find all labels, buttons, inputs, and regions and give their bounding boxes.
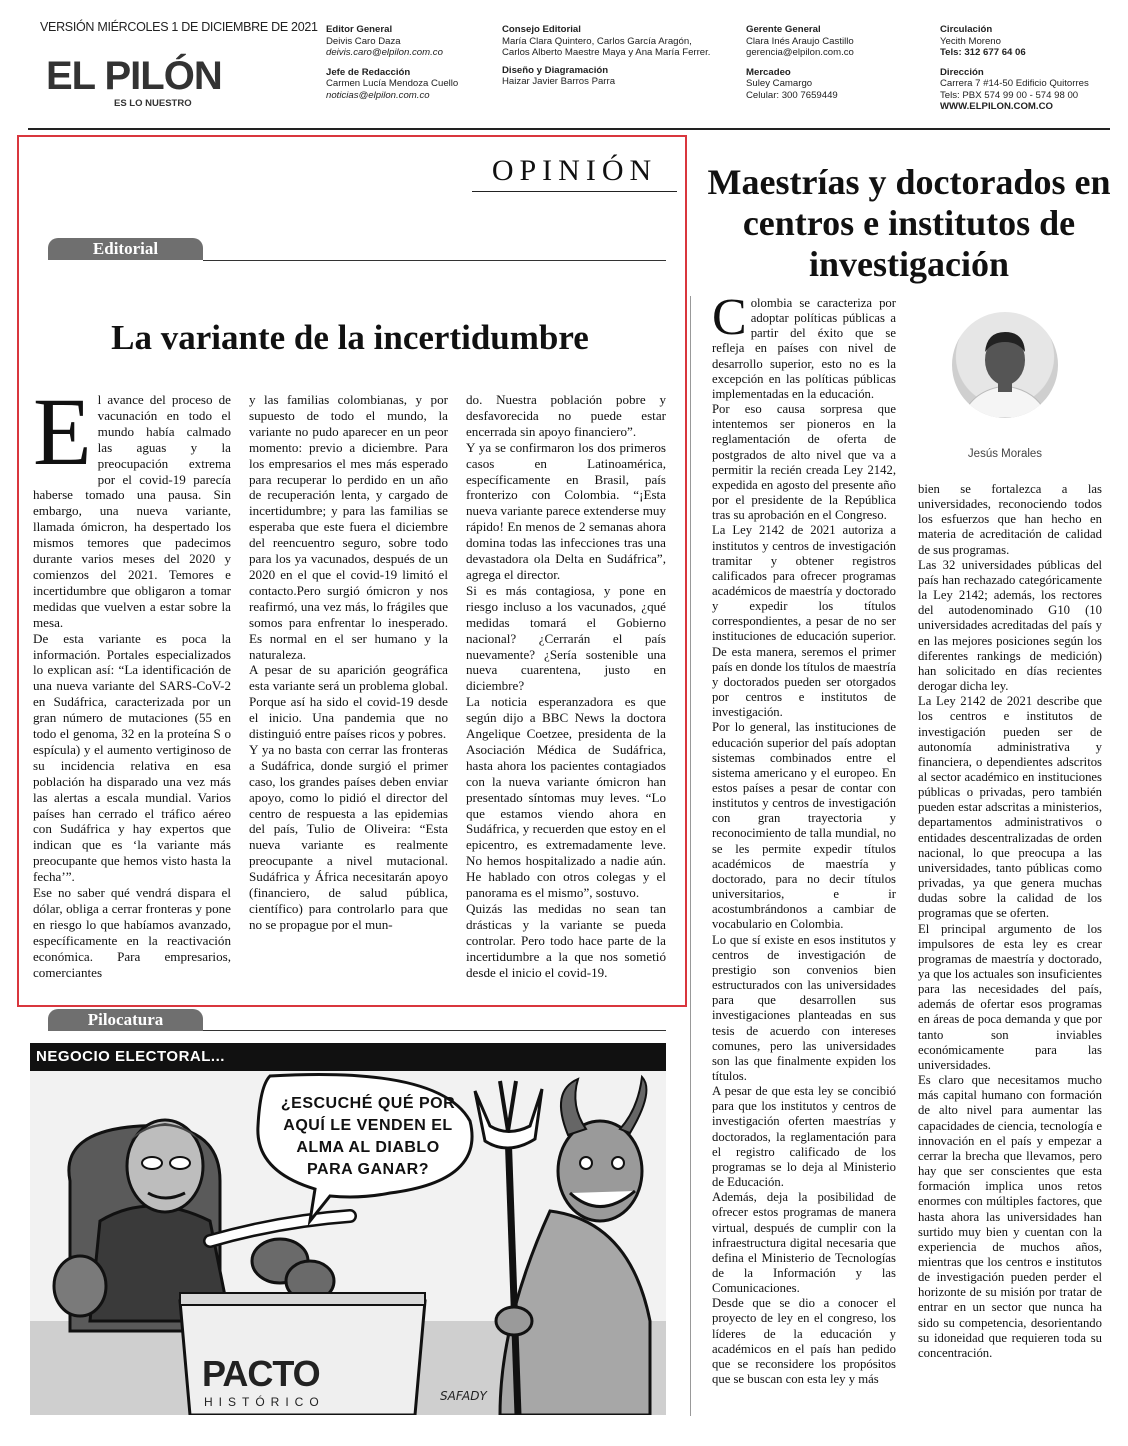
editorial-column-3 (466, 392, 666, 981)
staff-name: María Clara Quintero, Carlos García Aragón, Carlos Alberto Maestre Maya y Ana María Ferrer. (502, 35, 711, 58)
article-paragraph: Además, deja la posibilidad de ofrecer estos programas de manera virtual, después de cumplir con la infraestructura digital necesaria que defina el Ministerio de Tecnologías de la Información y las Comunicaciones. (712, 1190, 896, 1296)
website-link[interactable]: WWW.ELPILON.COM.CO (940, 101, 1053, 112)
political-cartoon[interactable] (30, 1071, 666, 1415)
staff-phone: Tels: 312 677 64 06 (940, 47, 1026, 58)
speech-bubble-text (268, 1093, 468, 1181)
bubble-line: ¿ESCUCHÉ QUÉ POR (280, 1095, 456, 1112)
article-paragraph: La Ley 2142 de 2021 describe que los centros e institutos de investigación pueden ser de autonomía administrativa y financiera, o dependientes adscritos al sector académico en instituciones públicas o privadas, pero también pueden estar adscritas a ministerios, departamentos administrativos o entidades descentralizadas de orden nacional, lo que preocupa a las universidades, tanto públicas como privadas, ya que genera muchas dudas sobre la calidad de los programas que se oferten. (918, 694, 1102, 921)
staff-role: Editor General (326, 24, 393, 35)
editorial-paragraph: y las familias colombianas, y por supuesto de todo el mundo, la variante no pudo aparecer en un peor momento: previo a diciembre. Para los empresarios el mes más esperado para recuperar lo perdido en un año de recuperación lenta, y cargado de incertidumbre; y para las familias se esperaba que este fuera el diciembre del reencuentro seguro, sobre todo para los ya vacunados, después de un 2020 en el que el covid-19 limitó el contacto.Pero surgió ómicron y nos reafirmó, una vez más, lo frágiles que somos para enfrentar lo inesperado. Es normal en el ser humano y la naturaleza. (249, 392, 448, 662)
article-title: Maestrías y doctorados en centros e institutos de investigación (707, 162, 1111, 284)
staff-name: Haizar Javier Barros Parra (502, 76, 616, 87)
podium-logo-subtitle: HISTÓRICO (204, 1395, 325, 1409)
staff-column-circulation (940, 24, 1110, 121)
cartoon-tab-rule (203, 1030, 666, 1031)
staff-email[interactable]: noticias@elpilon.com.co (326, 89, 430, 101)
staff-phone: Celular: 300 7659449 (746, 89, 838, 101)
masthead (28, 18, 1110, 130)
article-column-1 (712, 289, 896, 1387)
staff-role: Gerente General (746, 24, 821, 35)
editorial-dropcap: E (33, 378, 92, 485)
newspaper-slogan: ES LO NUESTRO (114, 98, 192, 109)
article-paragraph: Es claro que necesitamos mucho más capital humano con formación de alto nivel para aumentar las capacidades de ciencia, tecnología e innovación en el país y empezar a cerrar la brecha que llevamos, pero hay que ser conscientes que esta formación implica unos retos enormes con múltiples factores, que hasta ahora las universidades han surtido muy bien y cuentan con la experiencia de muchos años, mientras que los centros e institutos de investigación pueden perder el horizonte de su misión por tratar de entrar en un sector que nunca ha sido su competencia, desorientando su idoneidad que requieren toda su concentración. (918, 1073, 1102, 1360)
staff-name: Carmen Lucía Mendoza Cuello (326, 78, 459, 89)
podium-logo: PACTO (202, 1353, 320, 1394)
article-paragraph: Por eso causa sorpresa que intentemos ser pioneros en la reglamentación de oferta de postgrados de alto nivel que va a permitir la recién creada Ley 2142, expedida en agosto del presente año por el presidente de la República tras su aprobación en el Congreso. (712, 402, 896, 523)
staff-role: Dirección (940, 66, 984, 78)
editorial-column-1 (33, 378, 231, 981)
bubble-line: ALMA AL DIABLO (296, 1139, 440, 1156)
editorial-paragraph: do. Nuestra población pobre y desfavorecida no puede estar encerrada sin apoyo financiero”. (466, 392, 666, 439)
staff-column-management (746, 24, 916, 109)
pbx-phone: Tels: PBX 574 99 00 - 574 98 00 (940, 89, 1079, 101)
editorial-tab: Editorial (48, 238, 203, 260)
staff-role: Mercadeo (746, 66, 791, 78)
article-paragraph: olombia se caracteriza por adoptar políticas públicas a partir del éxito que se refleja en países con nivel de desarrollo superior, esto no es la excepción en las políticas públicas implementadas en la educación. (712, 296, 896, 401)
article-paragraph: Por lo general, las instituciones de educación superior del país adoptan sistemas combinados entre el sistema americano y el europeo. En estos países a pesar de contar con institutos y centros de investigación con gran trayectoria y reconocimiento de talla mundial, no se les permite expedir títulos académicos de maestría y doctorado, para no decir títulos universitarios, e ir acostumbrándonos a cambiar de vocabulario en Colombia. (712, 720, 896, 932)
newspaper-logo[interactable]: EL PILÓN (46, 54, 222, 98)
editorial-paragraph: De esta variante es poca la información. Portales especializados lo explican así: “La identificación de una nueva variante del SARS-CoV-2 en Sudáfrica, caracterizada por un gran número de mutaciones (55 en todo el genoma, 32 en la proteína S o espícula) y el aumento vertiginoso de su incidencia relativa en esa población ha disparado una vez más las alertas a escala mundial. Varios países han cerrado el tráfico aéreo con Sudáfrica y hay expertos que indican que es ‘la variante más preocupante que hemos visto hasta la fecha’”. (33, 630, 231, 885)
editorial-paragraph: Ese no saber qué vendrá dispara el dólar, obliga a cerrar fronteras y pone en riesgo lo que habíamos avanzado, específicamente en la reactivación económica. Para empresarios, comerciantes (33, 885, 231, 980)
editorial-title: La variante de la incertidumbre (111, 318, 589, 357)
staff-column-editors (326, 24, 486, 109)
staff-email[interactable]: deivis.caro@elpilon.com.co (326, 47, 443, 58)
article-paragraph: El principal argumento de los impulsores de esta ley es crear programas de maestría y doctorado, ya que los actuales son insuficientes para las necesidades del país, además de ofertar esos programas en áreas de poca demanda y que por tanto son inviables económicamente para las universidades. (918, 921, 1102, 1072)
editorial-paragraph: Y ya no basta con cerrar las fronteras a Sudáfrica, donde surgió el primer caso, los grandes países deben enviar apoyo, como lo pidió el director del centro de respuesta a las epidemias del país, Tulio de Oliveira: “Esta nueva variante es realmente preocupante a nivel mutacional. Sudáfrica y África necesitarán apoyo (financiero, de salud pública, científico) para controlarlo para que no se propague por el mun- (249, 741, 448, 932)
bubble-line: AQUÍ LE VENDEN EL (283, 1117, 453, 1134)
author-photo (952, 312, 1058, 418)
staff-name: Deivis Caro Daza (326, 35, 401, 47)
staff-email[interactable]: gerencia@elpilon.com.co (746, 47, 854, 58)
cartoon-tab: Pilocatura (48, 1009, 203, 1031)
editorial-paragraph: A pesar de su aparición geográfica esta variante será un problema global. Porque así ha sido el covid-19 desde el inicio. Una pandemia que no distinguió entre países ricos y pobres. (249, 662, 448, 742)
article-column-2 (918, 482, 1102, 1361)
cartoon-title-bar: NEGOCIO ELECTORAL... (30, 1043, 666, 1071)
staff-name: Yecith Moreno (940, 35, 1001, 47)
staff-name: Suley Camargo (746, 78, 813, 89)
editorial-tab-rule (203, 260, 666, 261)
bubble-line: PARA GANAR? (307, 1161, 429, 1178)
editorial-paragraph: Si es más contagiosa, y pone en riesgo incluso a los vacunados, ¿qué medidas tomará el Gobierno nacional? ¿Cerrarán el país nuevamente? ¿Sería sostenible una nueva cuarentena, justo en diciembre? (466, 582, 666, 694)
article-dropcap: C (712, 289, 747, 346)
article-paragraph: Lo que sí existe en esos institutos y centros de investigación de prestigio son convenios bien estructurados con las universidades para que desarrollen sus investigaciones planteadas en sus tesis de acuerdo con intereses comunes, pero las universidades son las que finalmente expiden los títulos. (712, 932, 896, 1083)
column-divider (690, 296, 691, 1416)
author-portrait-icon (952, 312, 1058, 418)
article-paragraph: A pesar de que esta ley se concibió para que los institutos y centros de investigación oferten maestrías y doctorados, la reglamentación para el registro calificado de los programas se lo deja al Ministerio de Educación. (712, 1084, 896, 1190)
editorial-paragraph: l avance del proceso de vacunación en todo el mundo había calmado las aguas y la preocupación extrema por el covid-19 parecía haberse tomado una pausa. Sin embargo, una nueva variante, llamada ómicron, ha despertado los mismos temores que padecimos durante varios meses del 2020 y comienzos del 2021. Temores e incertidumbre que obligaron a tomar medidas que vuelven a estar sobre la mesa. (33, 392, 231, 630)
editorial-column-2 (249, 392, 448, 933)
staff-role: Jefe de Redacción (326, 66, 411, 78)
address: Carrera 7 #14-50 Edificio Quitorres (940, 78, 1089, 89)
author-name: Jesús Morales (967, 448, 1043, 460)
staff-column-council (502, 24, 714, 96)
editorial-paragraph: Quizás las medidas no sean tan drásticas y la variante se pueda controlar. Pero todo hace parte de la incertidumbre a la que nos sometió desde el inicio el covid-19. (466, 901, 666, 980)
editorial-paragraph: Y ya se confirmaron los dos primeros casos en Latinoamérica, específicamente en Brasil, país fronterizo con Colombia. “¡Esta nueva variante parece extenderse muy rápido! En menos de 2 semanas ahora domina todas las infecciones tras una devastadora ola Delta en Sudáfrica”, agrega el director. (466, 439, 666, 582)
article-paragraph: Desde que se dio a conocer el proyecto de ley en el congreso, los líderes de la educación y académicos en el país han pedido que se reconsidere los propósitos que se buscan con esta ley y más (712, 1296, 896, 1387)
article-paragraph: bien se fortalezca a las universidades, reconociendo todos los esfuerzos que han hecho en materia de acreditación de calidad de sus programas. (918, 482, 1102, 557)
staff-role: Diseño y Diagramación (502, 64, 609, 76)
staff-role: Circulación (940, 24, 993, 35)
article-paragraph: Las 32 universidades públicas del país han rechazado categóricamente la Ley 2142; además, los rectores del autodenominado G10 (10 universidades acreditadas del país y en las mejores posiciones según los diferentes rankings de medición) han solicitado en días recientes derogar dicha ley. (918, 557, 1102, 694)
edition-date: VERSIÓN MIÉRCOLES 1 DE DICIEMBRE DE 2021 (40, 20, 318, 34)
editorial-paragraph: La noticia esperanzadora es que según dijo a BBC News la doctora Angelique Coetzee, presidenta de la Asociación Médica de Sudáfrica, hasta ahora los pacientes contagiados con la nueva variante ómicron han presentado síntomas muy leves. “Lo que estamos viendo ahora en Sudáfrica, y recuerden que estoy en el epicentro, es extremadamente leve. No hemos hospitalizado a nadie aún. He hablado con otros colegas y el panorama es el mismo”, sostuvo. (466, 694, 666, 901)
article-paragraph: La Ley 2142 de 2021 autoriza a institutos y centros de investigación tramitar y obtener registros calificados para ofrecer programas académicos de maestría y doctorado y expedir los títulos correspondientes, a pesar de no ser instituciones de educación superior. De esta manera, seremos el primer país en donde los títulos de maestría y doctorados pueden ser otorgados por centros e institutos de investigación. (712, 523, 896, 720)
staff-role: Consejo Editorial (502, 24, 581, 35)
staff-name: Clara Inés Araujo Castillo (746, 35, 854, 47)
section-title-opinion: OPINIÓN (472, 150, 677, 192)
cartoonist-signature: SAFADY (440, 1389, 487, 1403)
